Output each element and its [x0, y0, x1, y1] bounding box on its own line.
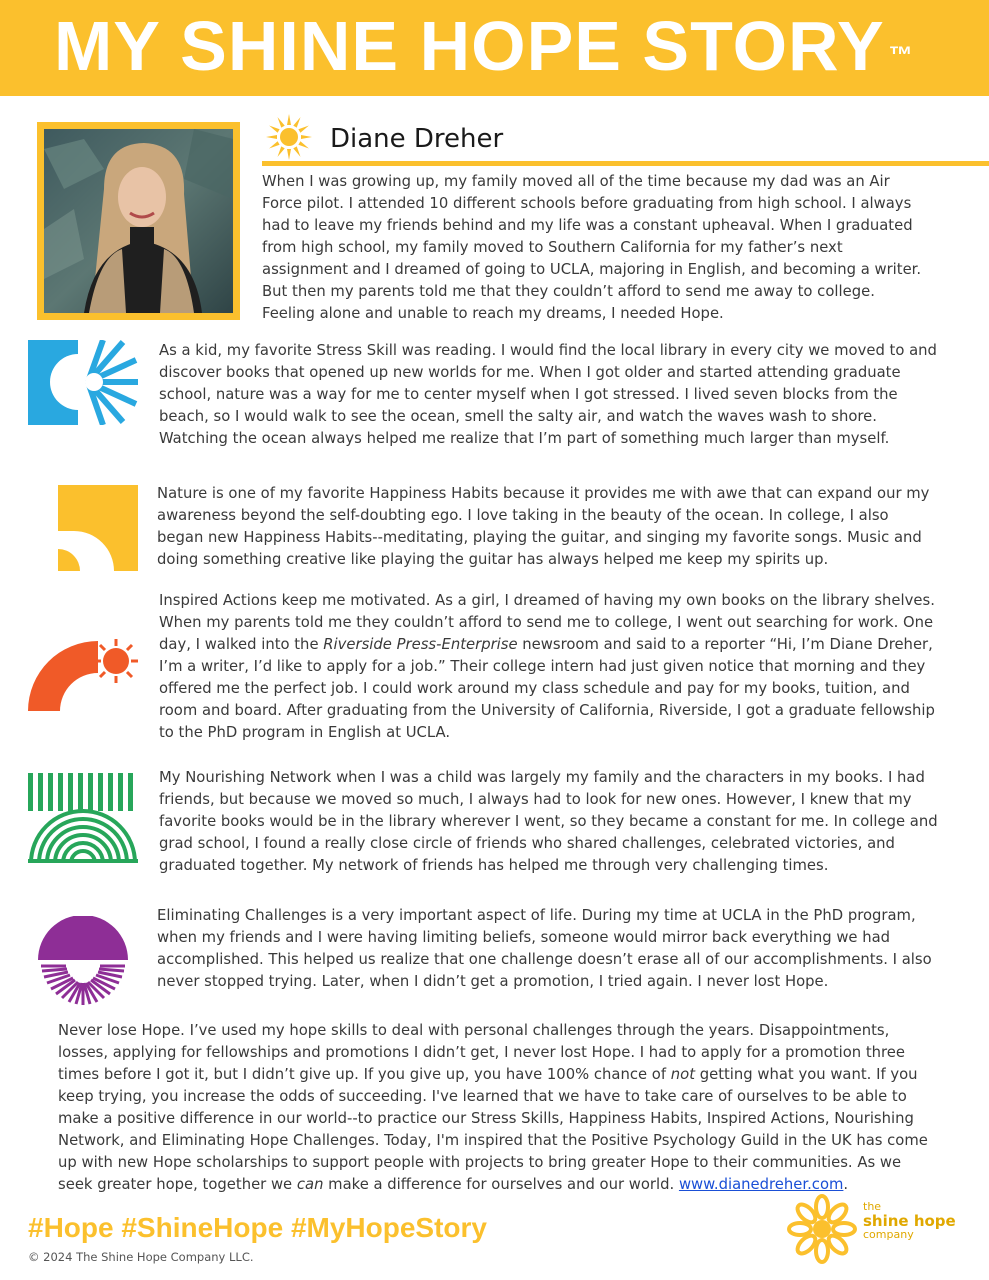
header-banner [0, 0, 989, 96]
intro-paragraph: When I was growing up, my family moved all of the time because my dad was an Air Force pilot. I attended 10 different schools before graduating from high school. I always had to leave my friends behind and my life was a constant upheaval. When I graduated from high school, my family moved to Southern California for my father’s next assignment and I dreamed of going to UCLA, majoring in English, and becoming a writer. But then my parents told me that they couldn’t afford to send me away to college. Feeling alone and unable to reach my dreams, I needed Hope. [262, 173, 922, 322]
sun-icon [264, 112, 314, 162]
eliminating-challenges-paragraph: Eliminating Challenges is a very important aspect of life. During my time at UCLA in the PhD program, when my friends and I were having limiting beliefs, someone would mirror back everything we had accomplished. This helped us realize that one challenge doesn’t erase all of our accomplishments. I also never stopped trying. Later, when I didn’t get a promotion, I tried again. I never lost Hope. [157, 907, 932, 990]
profile-name: Diane Dreher [330, 124, 504, 154]
copyright-notice: © 2024 The Shine Hope Company LLC. [28, 1250, 254, 1264]
name-divider [262, 161, 989, 166]
stress-skills-paragraph: As a kid, my favorite Stress Skill was reading. I would find the local library in every city we moved to and discover books that opened up new worlds for me. When I got older and started attending graduate school, nature was a way for me to center myself when I got stressed. I lived seven blocks from the beach, so I would walk to see the ocean, smell the salty air, and watch the waves wash to shore. Watching the ocean always helped me realize that I’m part of something much larger than myself. [159, 342, 937, 447]
sun-flower-icon [785, 1192, 859, 1266]
eliminating-challenges-icon [36, 916, 130, 1006]
closing-paragraph: Never lose Hope. I’ve used my hope skills to deal with personal challenges through the years. Disappointments, losses, applying for fellowships and promotions I didn’t get, I never lost Hope. I had to apply for a promotion three times before I got it, but I didn’t give up. If you give up, you have 100% chance of not getting what you want. If you keep trying, you increase the odds of succeeding. I've learned that we have to take care of ourselves to be able to make a positive difference in our world--to practice our Stress Skills, Happiness Habits, Inspired Actions, Nourishing Network, and Eliminating Hope Challenges. Today, I'm inspired that the Positive Psychology Guild in the UK has come up with new Hope scholarships to support people with projects to bring greater Hope to their communities. As we seek greater hope, together we can make a difference for ourselves and our world. www.dianedreher.com. [58, 1022, 928, 1193]
nourishing-network-icon [28, 773, 138, 863]
shine-hope-logo [785, 1192, 965, 1270]
page-title: MY SHINE HOPE STORY ™ [54, 7, 914, 85]
nourishing-network-paragraph: My Nourishing Network when I was a child was largely my family and the characters in my books. I had friends, but because we moved so much, I always had to look for new ones. However, I knew that my favorite books would be in the library wherever I went, so they became a constant for me. In college and grad school, I found a really close circle of friends who shared challenges, celebrated victories, and graduated together. My network of friends has helped me through very challenging times. [159, 769, 938, 874]
name-row [262, 112, 989, 168]
logo-wordmark: the shine hope company [863, 1200, 956, 1241]
website-link[interactable]: www.dianedreher.com [678, 1176, 844, 1193]
happiness-habits-paragraph: Nature is one of my favorite Happiness Habits because it provides me with awe that can expand our my awareness beyond the self-doubting ego. I love taking in the beauty of the ocean. In college, I also began new Happiness Habits--meditating, playing the guitar, and singing my favorite songs. Music and doing something creative like playing the guitar has always helped me keep my spirits up. [157, 485, 930, 568]
inspired-actions-icon [28, 635, 140, 711]
portrait-frame [37, 122, 240, 320]
portrait-photo [44, 129, 233, 313]
hashtags: #Hope #ShineHope #MyHopeStory [28, 1212, 487, 1243]
inspired-actions-paragraph: Inspired Actions keep me motivated. As a girl, I dreamed of having my own books on the library shelves. When my parents told me they couldn’t afford to send me to college, I went out searching for work. One day, I walked into the Riverside Press-Enterprise newsroom and said to a reporter “Hi, I’m Diane Dreher, I’m a writer, I’d like to apply for a job.” Their college intern had just given notice that morning and they offered me the perfect job. I could work around my class schedule and pay for my books, tuition, and room and board. After graduating from the University of California, Riverside, I got a graduate fellowship to the PhD program in English at UCLA. [159, 592, 935, 741]
stress-skills-icon [28, 340, 138, 425]
happiness-habits-icon [58, 485, 138, 571]
